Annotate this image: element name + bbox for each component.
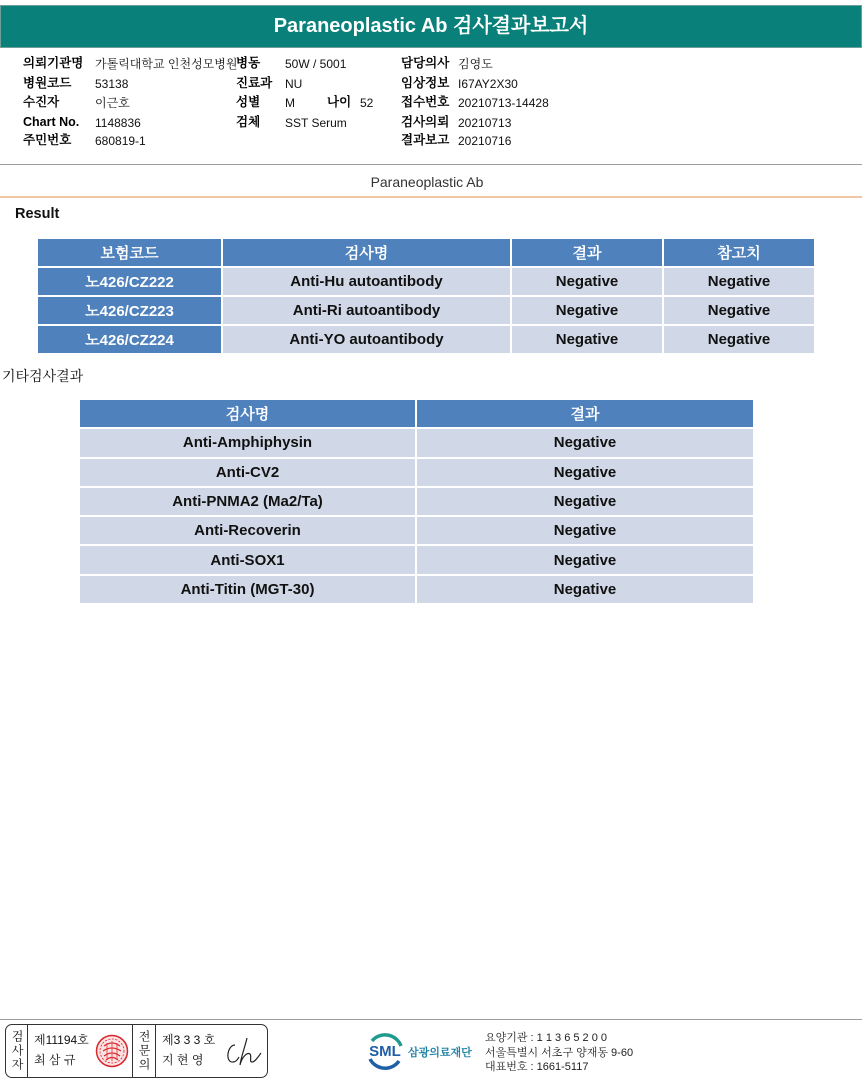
other-results-heading: 기타검사결과	[2, 368, 84, 384]
result-heading: Result	[15, 206, 60, 222]
department-label: 진료과	[236, 76, 273, 90]
clinical-info-value: I67AY2X30	[458, 77, 518, 91]
result-cell: Negative	[416, 545, 754, 574]
result-table	[36, 237, 816, 355]
sex-label: 성별	[236, 95, 261, 109]
result-cell: Negative	[511, 296, 663, 325]
ward-value: 50W / 5001	[285, 57, 347, 71]
report-date-value: 20210716	[458, 134, 512, 148]
other-results-header	[79, 399, 754, 428]
test-name-cell: Anti-Hu autoantibody	[222, 267, 511, 296]
specialist-name: 지 현 영	[162, 1053, 204, 1067]
logo-text: SML	[369, 1043, 401, 1060]
patient-name-value: 이근호	[95, 96, 130, 110]
table-row	[37, 325, 815, 354]
reference-cell: Negative	[663, 296, 815, 325]
chart-no-label: Chart No.	[23, 115, 80, 129]
result-cell: Negative	[511, 325, 663, 354]
report-date-label: 결과보고	[401, 133, 450, 147]
box-divider	[27, 1025, 28, 1077]
result-cell: Negative	[416, 487, 754, 516]
hospital-code-value: 53138	[95, 77, 129, 91]
test-name-cell: Anti-Titin (MGT-30)	[79, 575, 416, 604]
resident-no-value: 680819-1	[95, 134, 146, 148]
test-name-cell: Anti-YO autoantibody	[222, 325, 511, 354]
signature-icon	[223, 1035, 265, 1069]
reference-cell: Negative	[663, 325, 815, 354]
age-value: 52	[360, 96, 374, 110]
chart-no-value: 1148836	[95, 116, 141, 130]
specialist-license: 제3 3 3 호	[162, 1033, 216, 1047]
result-cell: Negative	[416, 458, 754, 487]
table-row	[79, 458, 754, 487]
physician-value: 김영도	[458, 57, 493, 71]
table-row	[37, 267, 815, 296]
seal-stamp-icon	[95, 1034, 129, 1068]
table-row	[79, 545, 754, 574]
test-name-cell: Anti-Ri autoantibody	[222, 296, 511, 325]
result-table-header	[37, 238, 815, 267]
column-header-test-name: 검사명	[222, 238, 511, 267]
tester-license: 제11194호	[34, 1033, 89, 1047]
test-name-cell: Anti-PNMA2 (Ma2/Ta)	[79, 487, 416, 516]
footer-divider	[0, 1019, 862, 1020]
request-date-value: 20210713	[458, 116, 512, 130]
signature-box	[5, 1024, 268, 1078]
ordering-org-value: 가톨릭대학교 인천성모병원	[95, 57, 238, 71]
physician-label: 담당의사	[401, 56, 450, 70]
tester-name: 최 삼 규	[34, 1053, 76, 1067]
column-header-result: 결과	[416, 399, 754, 428]
institution-code: 요양기관 : 1 1 3 6 5 2 0 0	[485, 1032, 608, 1044]
column-header-insurance-code: 보험코드	[37, 238, 222, 267]
table-row	[79, 487, 754, 516]
specimen-label: 검체	[236, 115, 261, 129]
table-row	[37, 296, 815, 325]
section-title: Paraneoplastic Ab	[370, 174, 484, 190]
insurance-code-cell: 노426/CZ223	[37, 296, 222, 325]
accession-no-label: 접수번호	[401, 95, 450, 109]
test-name-cell: Anti-Amphiphysin	[79, 428, 416, 457]
table-row	[79, 428, 754, 457]
phone-number: 대표번호 : 1661-5117	[485, 1061, 589, 1073]
test-name-cell: Anti-Recoverin	[79, 516, 416, 545]
divider	[0, 164, 862, 165]
result-cell: Negative	[416, 575, 754, 604]
result-cell: Negative	[511, 267, 663, 296]
specialist-title: 전문의	[137, 1030, 151, 1072]
request-date-label: 검사의뢰	[401, 115, 450, 129]
accent-divider	[0, 196, 862, 198]
tester-title: 검사자	[10, 1030, 24, 1072]
accession-no-value: 20210713-14428	[458, 96, 549, 110]
box-divider	[155, 1025, 156, 1077]
insurance-code-cell: 노426/CZ222	[37, 267, 222, 296]
patient-info	[0, 0, 862, 160]
organization-name: 삼광의료재단	[408, 1047, 472, 1059]
test-name-cell: Anti-CV2	[79, 458, 416, 487]
table-row	[79, 516, 754, 545]
sex-value: M	[285, 96, 295, 110]
hospital-code-label: 병원코드	[23, 76, 72, 90]
report-title: Paraneoplastic Ab 검사결과보고서	[273, 15, 589, 37]
ordering-org-label: 의뢰기관명	[23, 56, 84, 70]
ward-label: 병동	[236, 56, 261, 70]
column-header-test-name: 검사명	[79, 399, 416, 428]
other-results-table	[78, 398, 755, 605]
table-row	[79, 575, 754, 604]
test-name-cell: Anti-SOX1	[79, 545, 416, 574]
result-cell: Negative	[416, 516, 754, 545]
column-header-reference: 참고치	[663, 238, 815, 267]
result-cell: Negative	[416, 428, 754, 457]
department-value: NU	[285, 77, 303, 91]
insurance-code-cell: 노426/CZ224	[37, 325, 222, 354]
reference-cell: Negative	[663, 267, 815, 296]
patient-name-label: 수진자	[23, 95, 60, 109]
clinical-info-label: 임상정보	[401, 76, 450, 90]
resident-no-label: 주민번호	[23, 133, 72, 147]
column-header-result: 결과	[511, 238, 663, 267]
address: 서울특별시 서초구 양재동 9-60	[485, 1047, 634, 1059]
specimen-value: SST Serum	[285, 116, 347, 130]
age-label: 나이	[327, 95, 352, 109]
sml-logo-icon	[364, 1030, 406, 1072]
